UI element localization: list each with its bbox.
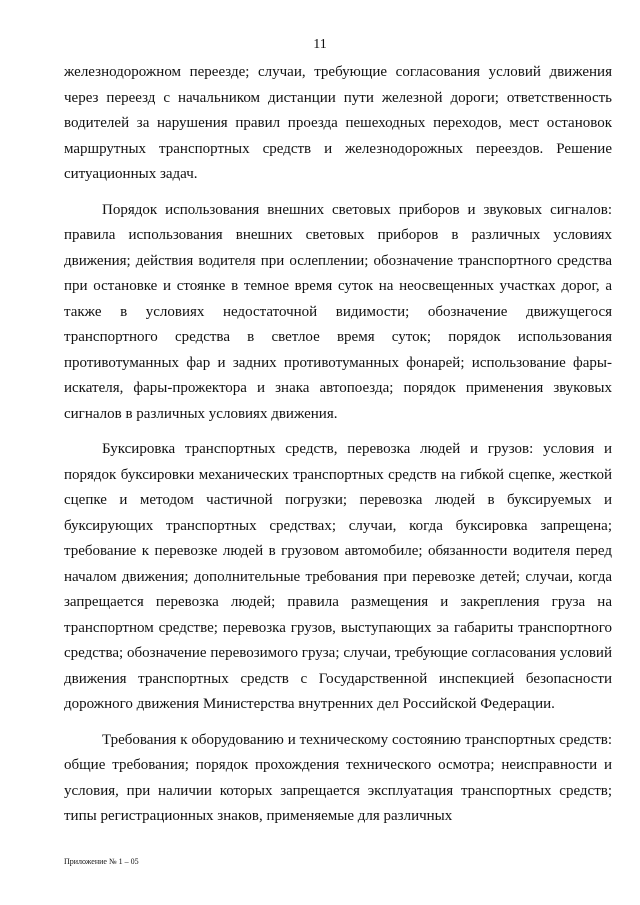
paragraph-technical-requirements: Требования к оборудованию и техническому состоянию транспортных средств: общие требования; порядок прохождения технического осмотра; неисправности и условия, при наличии которых запрещается эксплуатация транспортных средств; типы регистрационных знаков, применяемые для различных: [64, 731, 612, 824]
paragraph-lighting-and-sound-signals: Порядок использования внешних световых приборов и звуковых сигналов: правила использования внешних световых приборов в различных условиях движения; действия водителя при ослеплении; обозначение транспортного средства при остановке и стоянке в темное время суток на неосвещенных участках дорог, а также в условиях недостаточной видимости; обозначение движущегося транспортного средства в светлое время суток; порядок использования противотуманных фар и задних противотуманных фонарей; использование фары-искателя, фары-прожектора и знака автопоезда; порядок применения звуковых сигналов в различных условиях движения.: [64, 201, 612, 422]
body-text: [64, 60, 612, 840]
page-number: 11: [313, 37, 327, 52]
footer-note: Приложение № 1 – 05: [64, 857, 139, 866]
paragraph-continuation: железнодорожном переезде; случаи, требующие согласования условий движения через переезд с начальником дистанции пути железной дороги; ответственность водителей за нарушения правил проезда пешеходных переходов, мест остановок маршрутных транспортных средств и железнодорожных переездов. Решение ситуационных задач.: [64, 64, 612, 182]
paragraph-towing-and-transport: Буксировка транспортных средств, перевозка людей и грузов: условия и порядок буксировки механических транспортных средств на гибкой сцепке, жесткой сцепке и методом частичной погрузки; перевозка людей в буксируемых и буксирующих транспортных средствах; случаи, когда буксировка запрещена; требование к перевозке людей в грузовом автомобиле; обязанности водителя перед началом движения; дополнительные требования при перевозке детей; случаи, когда запрещается перевозка людей; правила размещения и закрепления груза на транспортном средстве; перевозка грузов, выступающих за габариты транспортного средства; обозначение перевозимого груза; случаи, требующие согласования условий движения транспортных средств с Государственной инспекцией безопасности дорожного движения Министерства внутренних дел Российской Федерации.: [64, 441, 612, 712]
